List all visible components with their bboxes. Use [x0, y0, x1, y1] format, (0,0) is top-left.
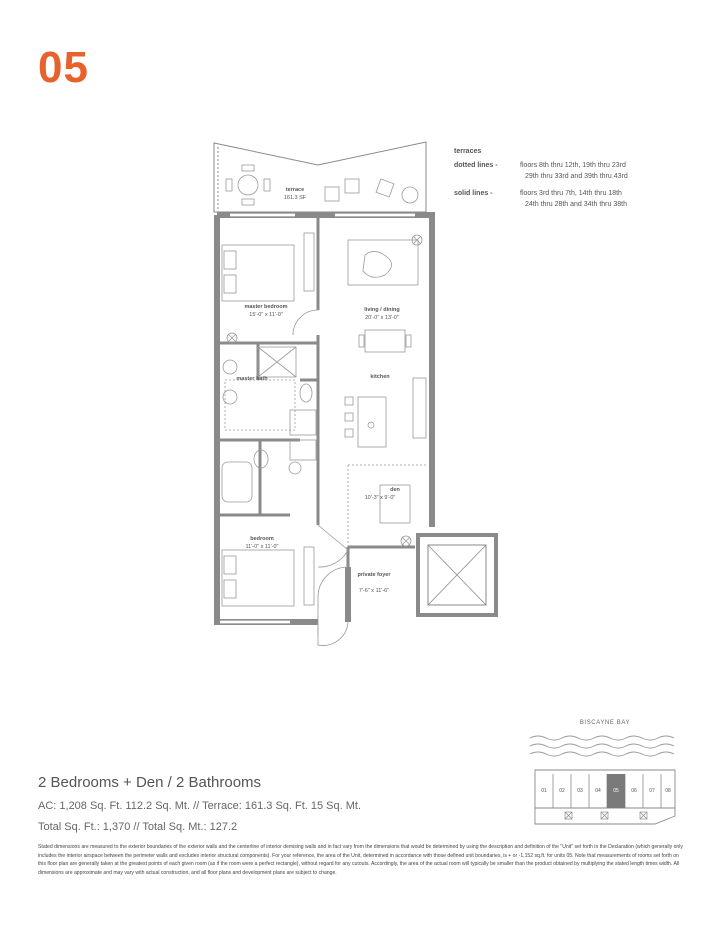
living-dining-label: living / dining [364, 307, 400, 313]
key-unit-04: 04 [595, 788, 601, 794]
bedroom-label: bedroom [250, 536, 274, 542]
den-label: den [390, 487, 400, 493]
key-unit-06: 06 [631, 788, 637, 794]
floor-plan [200, 135, 500, 650]
dotted-floors-2: 29th thru 33rd and 39th thru 43rd [525, 173, 628, 180]
dotted-floors-1: floors 8th thru 12th, 19th thru 23rd [520, 162, 626, 169]
key-unit-03: 03 [577, 788, 583, 794]
master-bedroom-label: master bedroom [244, 304, 288, 310]
solid-floors-2: 24th thru 28th and 34th thru 38th [525, 201, 627, 208]
terrace-outline [214, 142, 426, 212]
key-plan [525, 712, 685, 837]
ac-terrace-area: AC: 1,208 Sq. Ft. 112.2 Sq. Mt. // Terrace: 161.3 Sq. Ft. 15 Sq. Mt. [38, 800, 362, 812]
private-foyer-label: private foyer [357, 572, 391, 578]
terrace-legend [454, 146, 628, 210]
master-bath-label: master bath [236, 376, 268, 382]
key-unit-08: 08 [665, 788, 671, 794]
key-unit-05: 05 [613, 788, 619, 794]
den-dim: 10'-3" x 9'-0" [364, 495, 396, 501]
dotted-lines-label: dotted lines - [454, 162, 498, 169]
total-area: Total Sq. Ft.: 1,370 // Total Sq. Mt.: 127.2 [38, 821, 238, 833]
living-dining-dim: 20'-0" x 13'-0" [365, 315, 399, 321]
bedroom-dim: 11'-0" x 11'-0" [245, 544, 279, 550]
key-unit-02: 02 [559, 788, 565, 794]
solid-lines-label: solid lines - [454, 190, 493, 197]
unit-summary [38, 774, 361, 842]
water-waves [530, 736, 674, 756]
key-unit-01: 01 [541, 788, 547, 794]
exterior-walls [217, 215, 432, 622]
key-unit-07: 07 [649, 788, 655, 794]
unit-number: 05 [38, 43, 89, 92]
unit-type-title: 2 Bedrooms + Den / 2 Bathrooms [38, 774, 262, 791]
legend-title: terraces [454, 148, 482, 155]
kitchen-label: kitchen [370, 374, 390, 380]
terrace-area: 161.3 SF [283, 195, 307, 201]
terrace-label: terrace [285, 187, 305, 193]
private-foyer-dim: 7'-6" x 11'-6" [358, 588, 390, 594]
master-bedroom-dim: 15'-0" x 11'-0" [249, 312, 283, 318]
solid-floors-1: floors 3rd thru 7th, 14th thru 18th [520, 190, 622, 197]
disclaimer-text: Stated dimensions are measured to the exterior boundaries of the exterior walls and the centerline of interior demising walls and in fact vary from the dimensions that would be determined by using the description and definition of the "Unit" set forth in the Declaration (which generally only includes the interior airspace between the perimeter walls and excludes interior structural components). For your reference, the area of the Unit, determined in accordance with those defined unit boundaries, is + or -1,152 sq.ft. for units 05. Note that measurements of rooms set forth on this floor plan are generally taken at the greatest points of each given room (as if the room were a perfect rectangle), without regard for any cutouts. Accordingly, the area of the actual room will typically be smaller than the product obtained by multiplying the stated length times width. All dimensions are approximate and may vary with actual construction, and all floor plans and development plans are subject to change. [38, 844, 683, 876]
water-label: BISCAYNE BAY [579, 720, 631, 726]
